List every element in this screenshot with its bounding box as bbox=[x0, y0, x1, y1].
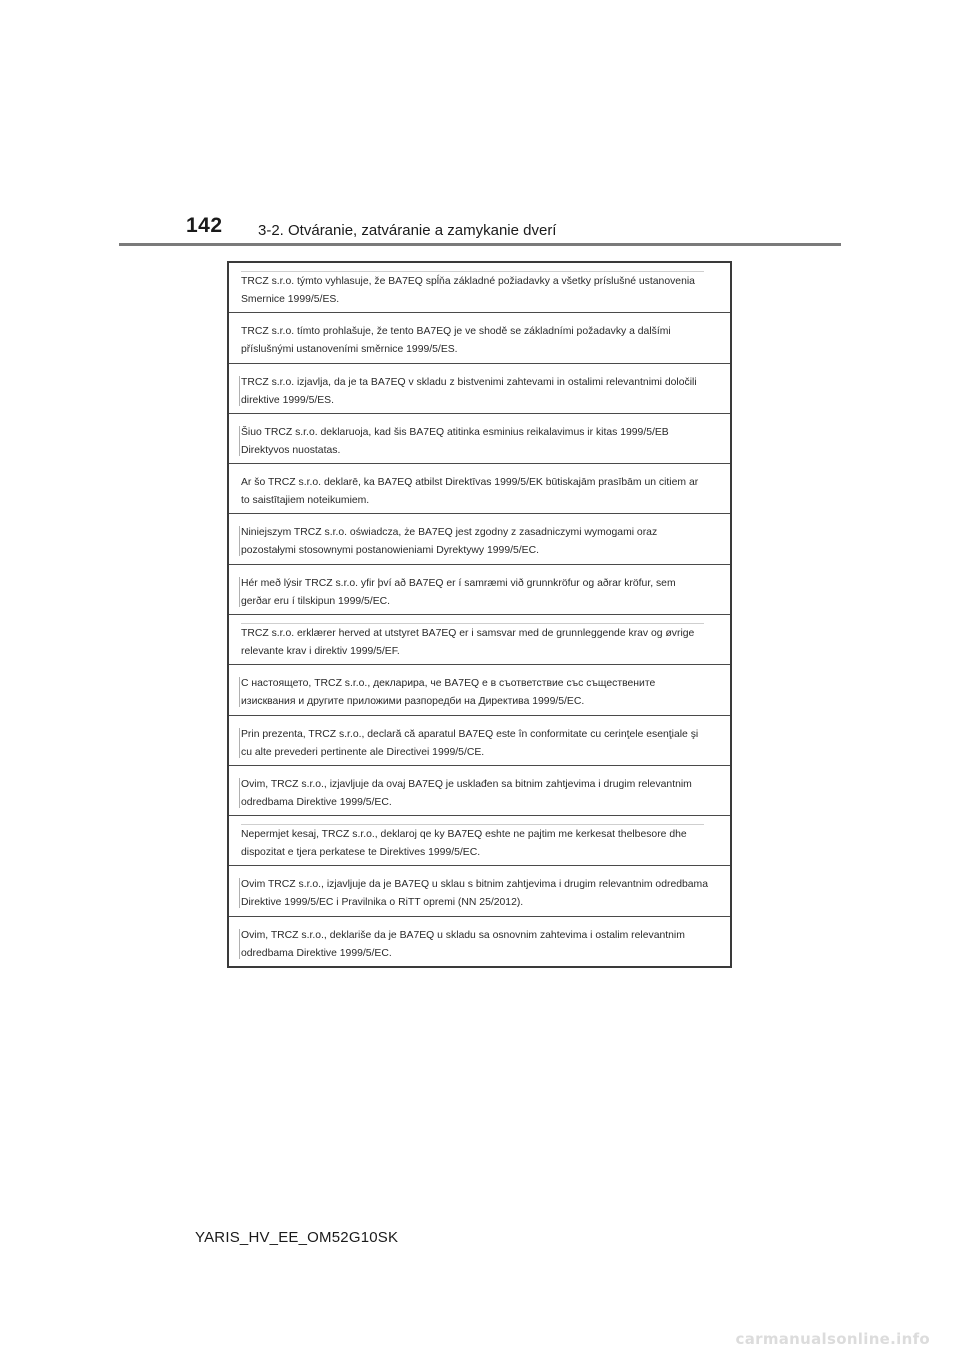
scan-artifact-rule bbox=[241, 271, 704, 272]
declaration-row-serbian bbox=[229, 917, 730, 966]
declaration-row-latvian bbox=[229, 464, 730, 514]
declaration-text: Ovim TRCZ s.r.o., izjavljuje da je BA7EQ u sklau s bitnim zahtjevima i drugim relevantnim odredbama Direktive 1999/5/EC i Pravilnika o RiTT opremi (NN 25/2012). bbox=[241, 879, 708, 909]
declaration-text: TRCZ s.r.o. erklærer herved at utstyret BA7EQ er i samsvar med de grunnleggende krav og øvrige relevante krav i direktiv 1999/5/EF. bbox=[241, 627, 695, 657]
declaration-text: Ar šo TRCZ s.r.o. deklarē, ka BA7EQ atbilst Direktīvas 1999/5/EK būtiskajām prasībām un citiem ar to saistītajiem noteikumiem. bbox=[241, 477, 699, 507]
scan-artifact-mark bbox=[239, 677, 240, 707]
declaration-text: С настоящето, TRCZ s.r.o., декларира, че BA7EQ е в съответствие със съществените изисквания и другите приложими разпоредби на Директива 1999/5/ЕС. bbox=[241, 678, 656, 708]
document-code: YARIS_HV_EE_OM52G10SK bbox=[195, 1229, 399, 1246]
section-title: 3-2. Otváranie, zatváranie a zamykanie dverí bbox=[258, 222, 557, 239]
scan-artifact-mark bbox=[239, 577, 240, 607]
watermark: carmanualsonline.info bbox=[735, 1330, 930, 1348]
declaration-text: TRCZ s.r.o. tímto prohlašuje, že tento BA7EQ je ve shodě se základními požadavky a dalšími příslušnými ustanoveními směrnice 1999/5/ES. bbox=[241, 326, 671, 356]
scan-artifact-mark bbox=[239, 878, 240, 908]
page-header bbox=[0, 0, 960, 250]
declaration-text: Ovim, TRCZ s.r.o., deklariše da je BA7EQ u skladu sa osnovnim zahtevima i ostalim relevantnim odredbama Direktive 1999/5/EC. bbox=[241, 929, 685, 959]
scan-artifact-mark bbox=[239, 728, 240, 758]
declaration-row-slovak bbox=[229, 263, 730, 313]
declaration-row-bosnian bbox=[229, 766, 730, 816]
page-number: 142 bbox=[186, 214, 223, 237]
scan-artifact-mark bbox=[239, 778, 240, 808]
declaration-row-bulgarian bbox=[229, 665, 730, 715]
declaration-text: Šiuo TRCZ s.r.o. deklaruoja, kad šis BA7EQ atitinka esminius reikalavimus ir kitas 1999/5/EB Direktyvos nuostatas. bbox=[241, 426, 669, 456]
header-rule bbox=[119, 243, 841, 246]
declaration-row-albanian bbox=[229, 816, 730, 866]
declaration-text: Nepermjet kesaj, TRCZ s.r.o., deklaroj qe ky BA7EQ eshte ne pajtim me kerkesat thelbesore dhe dispozitat e tjera perkatese te Direktives 1999/5/EC. bbox=[241, 829, 687, 859]
declaration-text: TRCZ s.r.o. izjavlja, da je ta BA7EQ v skladu z bistvenimi zahtevami in ostalimi relevantnimi določili direktive 1999/5/ES. bbox=[241, 376, 697, 406]
scan-artifact-mark bbox=[239, 929, 240, 959]
declaration-row-croatian bbox=[229, 866, 730, 916]
declaration-text: Niniejszym TRCZ s.r.o. oświadcza, że BA7EQ jest zgodny z zasadniczymi wymogami oraz pozostałymi stosownymi postanowieniami Dyrektywy 1999/5/EC. bbox=[241, 527, 658, 557]
declaration-text: TRCZ s.r.o. týmto vyhlasuje, že BA7EQ spĺňa základné požiadavky a všetky príslušné ustanovenia Smernice 1999/5/ES. bbox=[241, 276, 695, 305]
declaration-row-lithuanian bbox=[229, 414, 730, 464]
scan-artifact-mark bbox=[239, 526, 240, 556]
declaration-row-czech bbox=[229, 313, 730, 363]
declaration-row-norwegian bbox=[229, 615, 730, 665]
declaration-row-polish bbox=[229, 514, 730, 564]
declaration-row-icelandic bbox=[229, 565, 730, 615]
declaration-row-slovenian bbox=[229, 364, 730, 414]
scan-artifact-rule bbox=[241, 824, 704, 825]
scan-artifact-mark bbox=[239, 426, 240, 456]
declaration-text: Ovim, TRCZ s.r.o., izjavljuje da ovaj BA7EQ je usklađen sa bitnim zahtjevima i drugim relevantnim odredbama Direktive 1999/5/EC. bbox=[241, 778, 692, 808]
declaration-text: Prin prezenta, TRCZ s.r.o., declară că aparatul BA7EQ este în conformitate cu cerinţele esenţiale şi cu alte prevederi pertinente ale Directivei 1999/5/CE. bbox=[241, 728, 699, 758]
scan-artifact-mark bbox=[239, 376, 240, 406]
declaration-row-romanian bbox=[229, 716, 730, 766]
scan-artifact-rule bbox=[241, 623, 704, 624]
declarations-table bbox=[227, 261, 732, 968]
declaration-text: Hér með lýsir TRCZ s.r.o. yfir því að BA7EQ er í samræmi við grunnkröfur og aðrar kröfur, sem gerðar eru í tilskipun 1999/5/EC. bbox=[241, 577, 676, 607]
